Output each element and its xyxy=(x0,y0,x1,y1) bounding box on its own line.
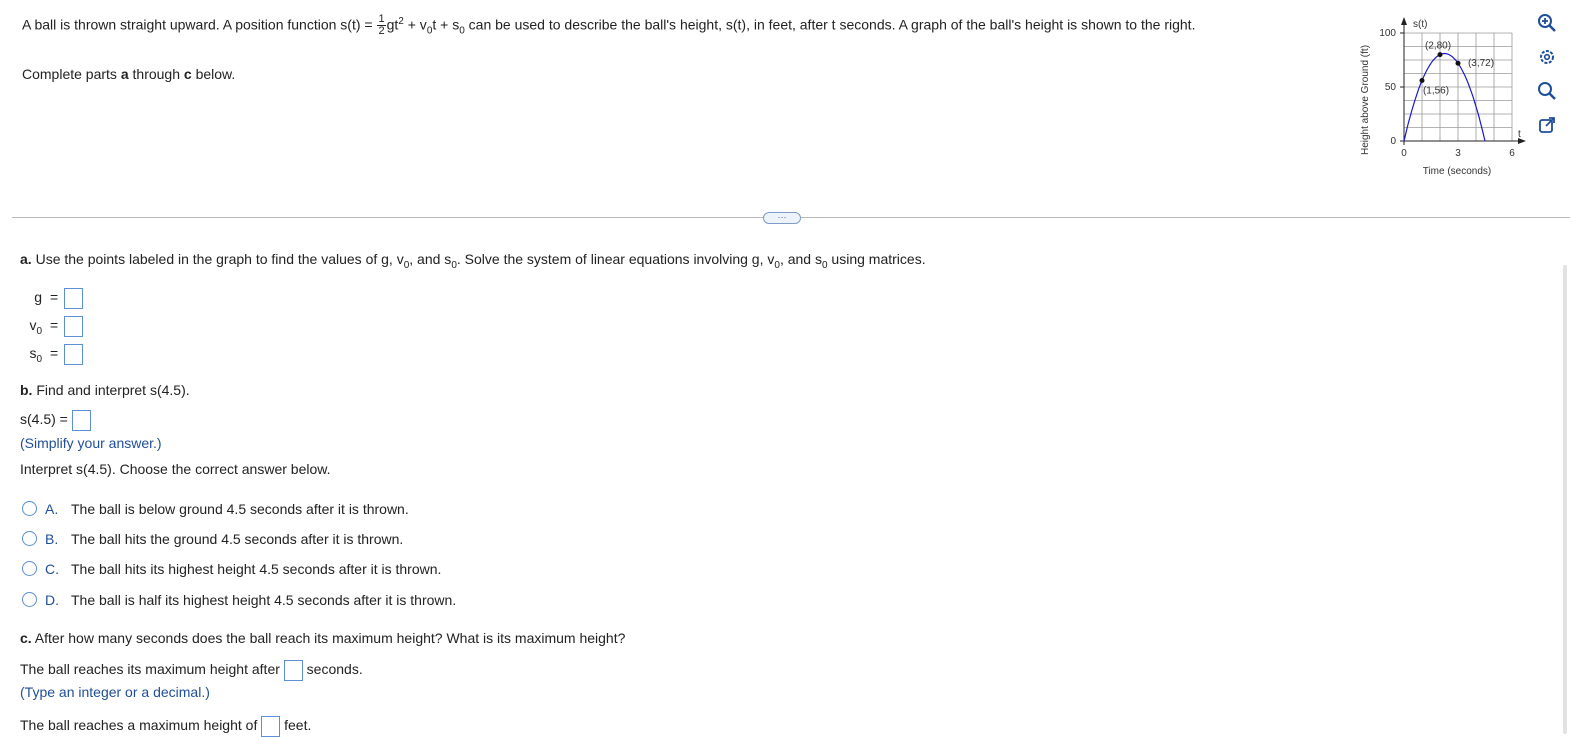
part-c-letter: c. xyxy=(20,630,32,646)
part-a-text: Use the points labeled in the graph to find the values of g, v xyxy=(31,251,404,267)
part-a-text: , and s xyxy=(779,251,822,267)
s-letter: s xyxy=(29,345,37,362)
graph-grid xyxy=(1404,33,1512,141)
s45-row xyxy=(20,410,91,431)
seconds-unit: seconds. xyxy=(306,661,363,678)
option-letter: A. xyxy=(45,501,59,517)
part-a-sub: 0 xyxy=(774,259,780,271)
x-axis-label: Time (seconds) xyxy=(1422,166,1492,177)
feet-unit: feet. xyxy=(284,717,312,734)
part-b-letter: b. xyxy=(20,382,33,398)
g-input[interactable] xyxy=(64,288,83,309)
scrollbar[interactable] xyxy=(1563,265,1567,734)
v0-row xyxy=(22,316,83,337)
point-label: (2,80) xyxy=(1424,40,1452,52)
part-a-letter: a. xyxy=(20,251,32,267)
part-a-text: using matrices. xyxy=(827,251,926,267)
point-label: (3,72) xyxy=(1467,58,1495,70)
s0-label xyxy=(22,345,42,365)
complete-pre: Complete parts xyxy=(22,66,121,82)
equals-sign: = xyxy=(50,345,59,362)
open-external-icon[interactable] xyxy=(1536,114,1558,136)
y-axis-label: Height above Ground (ft) xyxy=(1360,44,1371,156)
integer-decimal-hint: (Type an integer or a decimal.) xyxy=(20,684,210,700)
option-b[interactable] xyxy=(22,531,403,547)
interpret-prompt: Interpret s(4.5). Choose the correct answer below. xyxy=(20,461,331,477)
s0-row xyxy=(22,344,83,365)
v-letter: v xyxy=(29,317,37,334)
intro-sub: 0 xyxy=(459,25,465,37)
zoom-in-icon[interactable] xyxy=(1536,12,1558,34)
data-point xyxy=(1456,61,1461,66)
intro-v: + v xyxy=(403,16,427,33)
v0-label xyxy=(22,317,42,337)
intro-s: t + s xyxy=(432,16,460,33)
max-time-label: The ball reaches its maximum height after xyxy=(20,661,280,678)
s45-input[interactable] xyxy=(72,410,91,431)
data-point xyxy=(1420,78,1425,83)
part-b-question xyxy=(20,382,190,398)
v-sub: 0 xyxy=(36,326,42,337)
fraction-denominator: 2 xyxy=(378,25,385,38)
intro-text: A ball is thrown straight upward. A position function s(t) = xyxy=(22,16,377,33)
part-a-text: . Solve the system of linear equations involving g, v xyxy=(456,251,775,267)
toolbar-icons xyxy=(1536,12,1562,148)
y-tick-label: 50 xyxy=(1384,82,1396,93)
g-label: g xyxy=(34,289,42,306)
problem-statement xyxy=(22,12,1195,41)
equals-sign: = xyxy=(50,317,59,334)
option-c[interactable] xyxy=(22,561,441,577)
max-time-row xyxy=(20,660,363,681)
fraction-one-half xyxy=(377,14,385,37)
intro-g: gt xyxy=(386,16,399,33)
s0-input[interactable] xyxy=(64,344,83,365)
settings-icon[interactable] xyxy=(1536,46,1558,68)
part-a-question xyxy=(20,251,926,271)
intro-end: can be used to describe the ball's height, s(t), in feet, after t seconds. A graph of the ball's height is shown to the right. xyxy=(464,16,1196,33)
radio-button[interactable] xyxy=(22,561,37,576)
radio-button[interactable] xyxy=(22,531,37,546)
y-tick-label: 0 xyxy=(1390,136,1396,147)
data-points xyxy=(1420,41,1495,97)
x-tick-label: 3 xyxy=(1455,148,1461,159)
x-title: t xyxy=(1518,129,1521,140)
y-title: s(t) xyxy=(1413,19,1428,30)
height-graph xyxy=(1352,10,1532,182)
expand-handle[interactable]: ··· xyxy=(763,212,801,224)
equals-sign: = xyxy=(50,289,59,306)
complete-post: below. xyxy=(191,66,236,82)
y-axis-arrow xyxy=(1401,17,1407,25)
g-row xyxy=(22,288,83,309)
part-c-text: After how many seconds does the ball reach its maximum height? What is its maximum height? xyxy=(31,630,626,646)
part-a-text: , and s xyxy=(409,251,452,267)
part-c-question xyxy=(20,630,625,646)
intro-sub: 0 xyxy=(426,25,433,37)
radio-button[interactable] xyxy=(22,592,37,607)
radio-button[interactable] xyxy=(22,501,37,516)
complete-mid: through xyxy=(128,66,184,82)
part-a-sub: 0 xyxy=(821,259,828,271)
option-letter: C. xyxy=(45,561,59,577)
x-tick-label: 0 xyxy=(1401,148,1407,159)
part-a-sub: 0 xyxy=(451,259,457,271)
x-tick-label: 6 xyxy=(1509,148,1515,159)
option-letter: D. xyxy=(45,592,59,608)
part-a-sub: 0 xyxy=(403,259,410,271)
part-c-ref: c xyxy=(183,66,192,82)
max-height-label: The ball reaches a maximum height of xyxy=(20,717,258,734)
option-text: The ball is below ground 4.5 seconds after it is thrown. xyxy=(71,501,409,517)
simplify-hint: (Simplify your answer.) xyxy=(20,435,162,451)
max-time-input[interactable] xyxy=(284,660,303,681)
option-a[interactable] xyxy=(22,501,409,517)
complete-parts-text xyxy=(22,66,235,82)
option-d[interactable] xyxy=(22,592,456,608)
v0-input[interactable] xyxy=(64,316,83,337)
option-text: The ball hits the ground 4.5 seconds after it is thrown. xyxy=(71,531,404,547)
part-a-ref: a xyxy=(120,66,129,82)
part-b-text: Find and interpret s(4.5). xyxy=(32,382,190,398)
s45-label: s(4.5) = xyxy=(20,411,68,428)
search-icon[interactable] xyxy=(1536,80,1558,102)
fraction-numerator: 1 xyxy=(378,13,385,26)
option-letter: B. xyxy=(45,531,59,547)
data-point xyxy=(1438,52,1443,57)
s-sub: 0 xyxy=(36,354,42,365)
intro-exponent: 2 xyxy=(398,16,404,27)
option-text: The ball hits its highest height 4.5 seconds after it is thrown. xyxy=(71,561,442,577)
y-tick-label: 100 xyxy=(1379,28,1396,39)
point-label: (1,56) xyxy=(1422,85,1450,97)
option-text: The ball is half its highest height 4.5 seconds after it is thrown. xyxy=(71,592,457,608)
